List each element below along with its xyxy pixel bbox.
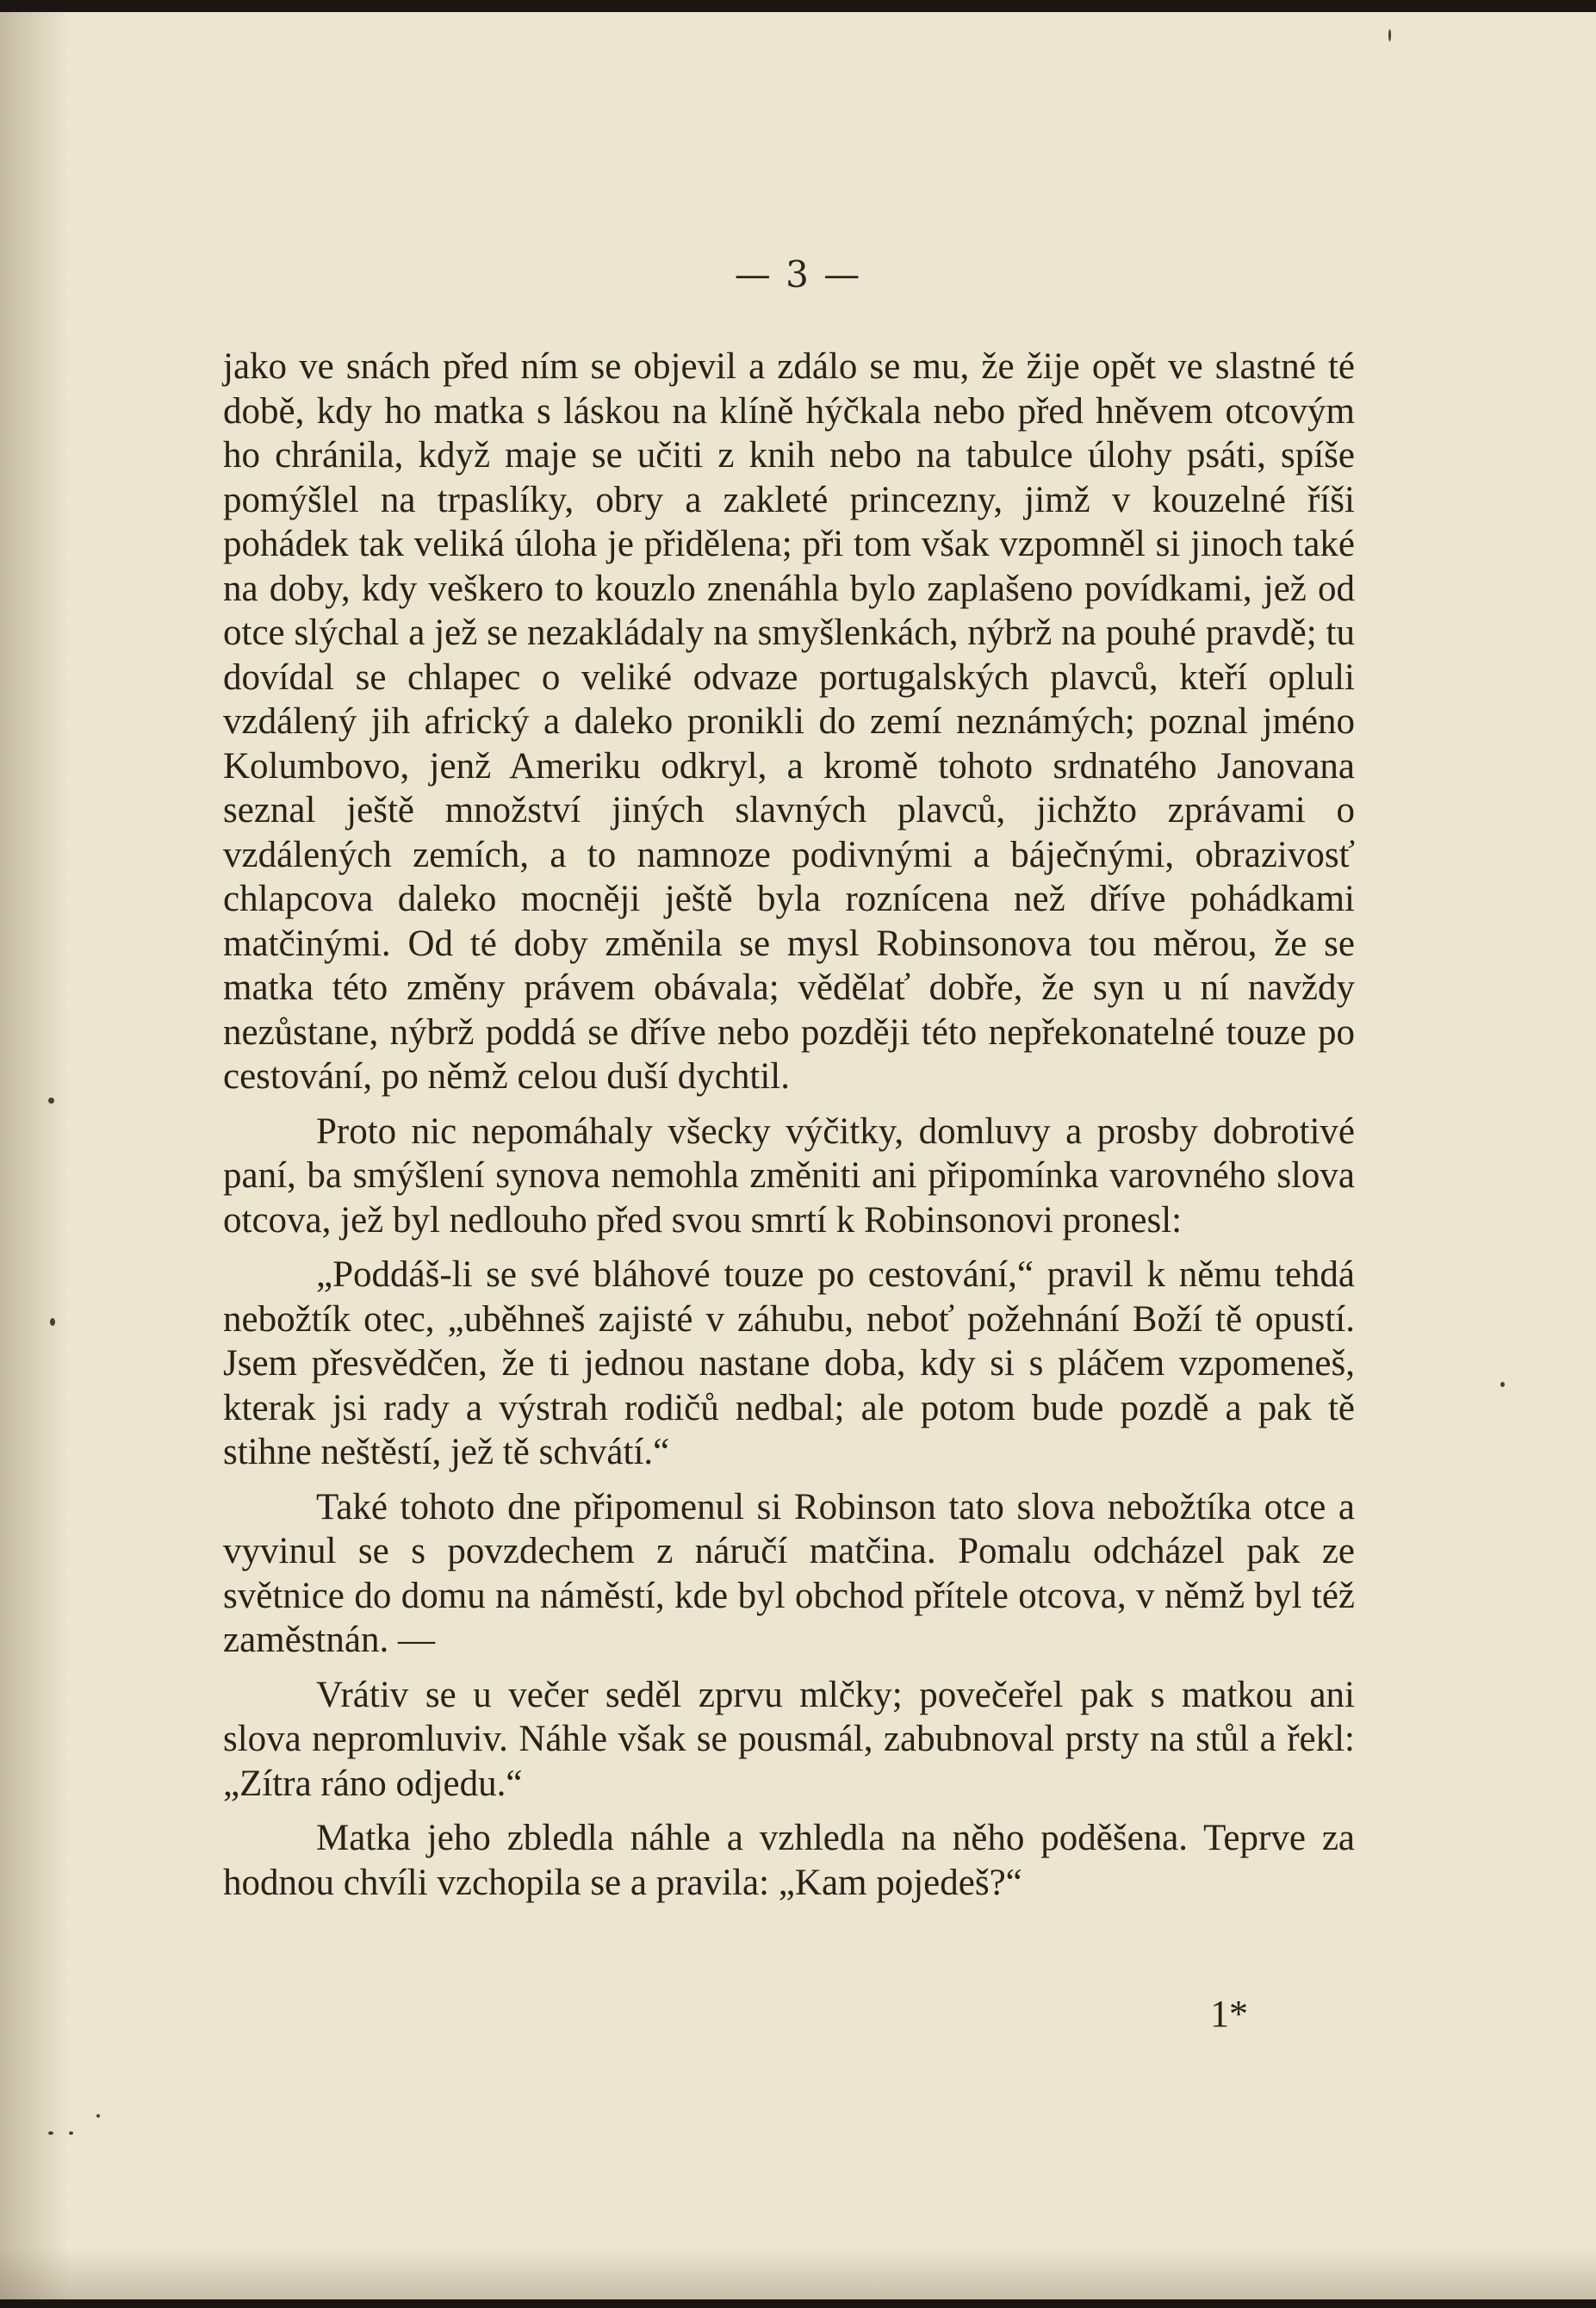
bottom-shade: [0, 2248, 1596, 2299]
paper-speck: [69, 2131, 73, 2135]
paragraph: Také tohoto dne připomenul si Robinson tato slova nebožtíka otce a vyvinul se s povzdechem z náručí matčina. Pomalu odcházel pak ze světnice do domu na náměstí, kde byl obchod přítele otcova, v němž byl též zaměstnán. —: [223, 1486, 1355, 1660]
paragraph: „Poddáš-li se své bláhové touze po cestování,“ pravil k němu tehdá nebožtík otec, „uběhneš zajisté v záhubu, neboť požehnání Boží tě opustí. Jsem přesvědčen, že ti jednou nastane doba, kdy si s pláčem vzpomeneš, kterak jsi rady a výstrah rodičů nedbal; ale potom bude pozdě a pak tě stihne neštěstí, jež tě schvátí.“: [223, 1254, 1355, 1472]
paper-speck: [1500, 1382, 1505, 1387]
paragraph: Proto nic nepomáhaly všecky výčitky, domluvy a prosby dobrotivé paní, ba smýšlení synova nemohla změniti ani připomínka varovného slova otcova, jež byl nedlouho před svou smrtí k Robinsonovi pronesl:: [223, 1110, 1355, 1241]
body-text: [223, 345, 1355, 1905]
paper-speck: [96, 2114, 100, 2118]
paper-speck: [50, 1318, 55, 1326]
paragraph: Matka jeho zbledla náhle a vzhledla na něho poděšena. Teprve za hodnou chvíli vzchopila se a pravila: „Kam pojedeš?“: [223, 1818, 1355, 1903]
paper-speck: [48, 1098, 54, 1104]
signature-mark: 1*: [1210, 1993, 1248, 2035]
paper-speck: [48, 2131, 53, 2135]
paragraph: jako ve snách před ním se objevil a zdálo se mu, že žije opět ve slastné té době, kdy ho matka s láskou na klíně hýčkala nebo před hněvem otcovým ho chránila, když maje se učiti z knih nebo na tabulce úlohy psáti, spíše pomýšlel na trpaslíky, obry a zakleté princezny, jimž v kouzelné říši pohádek tak veliká úloha je přidělena; při tom však vzpomněl si jinoch také na doby, kdy veškero to kouzlo znenáhla bylo zaplašeno povídkami, jež od otce slýchal a jež se nezakládaly na smyšlenkách, nýbrž na pouhé pravdě; tu dovídal se chlapec o veliké odvaze portugalských plavců, kteří opluli vzdálený jih africký a daleko pronikli do zemí neznámých; poznal jméno Kolumbovo, jenž Ameriku odkryl, a kromě tohoto srdnatého Janovana seznal ještě množství jiných slavných plavců, jichžto zprávami o vzdálených zemích, a to namnoze podivnými a báječnými, obrazivosť chlapcova daleko mocněji ještě byla roznícena než dříve pohádkami matčinými. Od té doby změnila se mysl Robinsonova tou měrou, že se matka této změny právem obávala; vědělať dobře, že syn u ní navždy nezůstane, nýbrž poddá se dříve nebo později této nepřekonatelné touze po cestování, po němž celou duší dychtil.: [223, 346, 1355, 1097]
book-page: [0, 12, 1596, 2299]
paragraph: Vrátiv se u večer seděl zprvu mlčky; povečeřel pak s matkou ani slova nepromluviv. Náhle však se pousmál, zabubnoval prsty na stůl a řekl: „Zítra ráno odjedu.“: [223, 1674, 1355, 1804]
page-number-header: — 3 —: [734, 253, 862, 295]
paper-speck: [1388, 29, 1391, 41]
gutter-shadow: [0, 12, 69, 2299]
